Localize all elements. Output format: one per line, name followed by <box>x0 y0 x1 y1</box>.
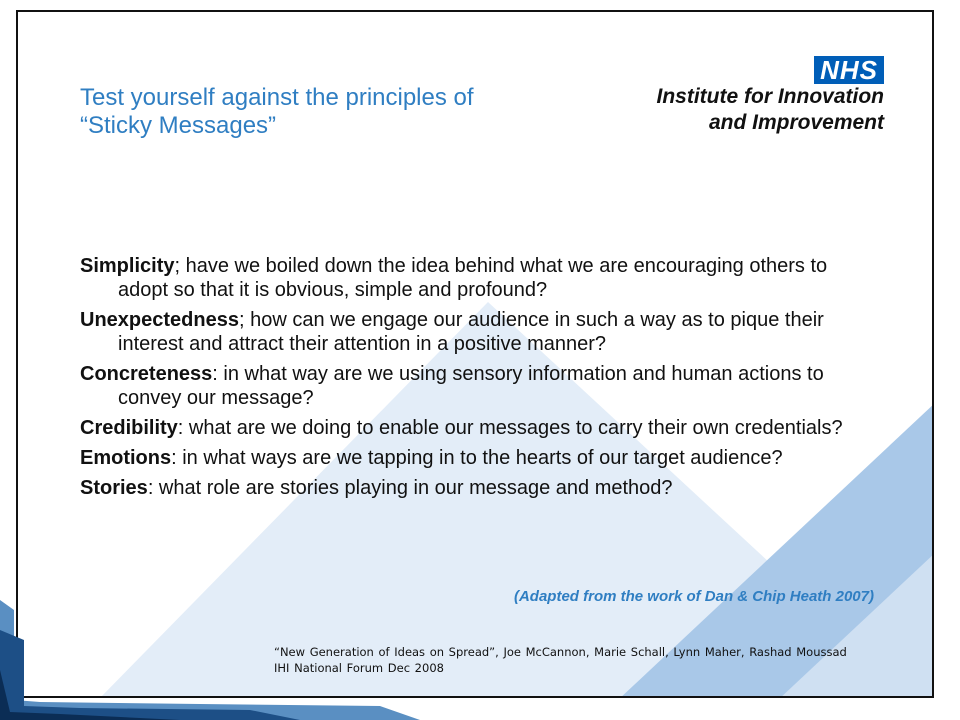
principle-term: Concreteness <box>80 363 213 385</box>
principle-text: ; have we boiled down the idea behind what we are encouraging others to adopt so that it is obvious, simple and profound? <box>118 255 828 301</box>
logo-line-1: Institute for Innovation <box>656 85 884 108</box>
principle-emotions <box>80 446 870 470</box>
principle-stories <box>80 476 870 500</box>
principles-list <box>80 254 870 506</box>
principle-term: Unexpectedness <box>80 309 239 331</box>
principle-term: Simplicity <box>80 255 175 277</box>
citation-line-2: IHI National Forum Dec 2008 <box>274 661 444 675</box>
principle-text: : in what ways are we tapping in to the hearts of our target audience? <box>171 447 783 469</box>
slide-title <box>80 84 550 140</box>
principle-term: Credibility <box>80 417 178 439</box>
principle-term: Stories <box>80 477 148 499</box>
principle-term: Emotions <box>80 447 172 469</box>
nhs-institute-logo <box>564 56 884 136</box>
principle-text: : what role are stories playing in our message and method? <box>147 477 673 499</box>
principle-unexpectedness <box>80 308 870 356</box>
attribution-note: (Adapted from the work of Dan & Chip Heath 2007) <box>513 588 874 605</box>
principle-text: : what are we doing to enable our messages to carry their own credentials? <box>177 417 843 439</box>
principle-text: ; how can we engage our audience in such a way as to pique their interest and attract their attention in a positive manner? <box>118 309 824 355</box>
principle-simplicity <box>80 254 870 302</box>
nhs-badge: NHS <box>814 56 884 84</box>
title-line-1: Test yourself against the principles of <box>80 84 474 111</box>
logo-line-2: and Improvement <box>708 111 884 134</box>
principle-concreteness <box>80 362 870 410</box>
citation-line-1: “New Generation of Ideas on Spread”, Joe McCannon, Marie Schall, Lynn Maher, Rashad Moussad <box>274 645 847 659</box>
corner-swoosh-decoration <box>0 600 420 720</box>
title-line-2: “Sticky Messages” <box>80 112 277 139</box>
slide <box>16 10 934 698</box>
principle-credibility <box>80 416 870 440</box>
principle-text: : in what way are we using sensory information and human actions to convey our message? <box>118 363 824 409</box>
